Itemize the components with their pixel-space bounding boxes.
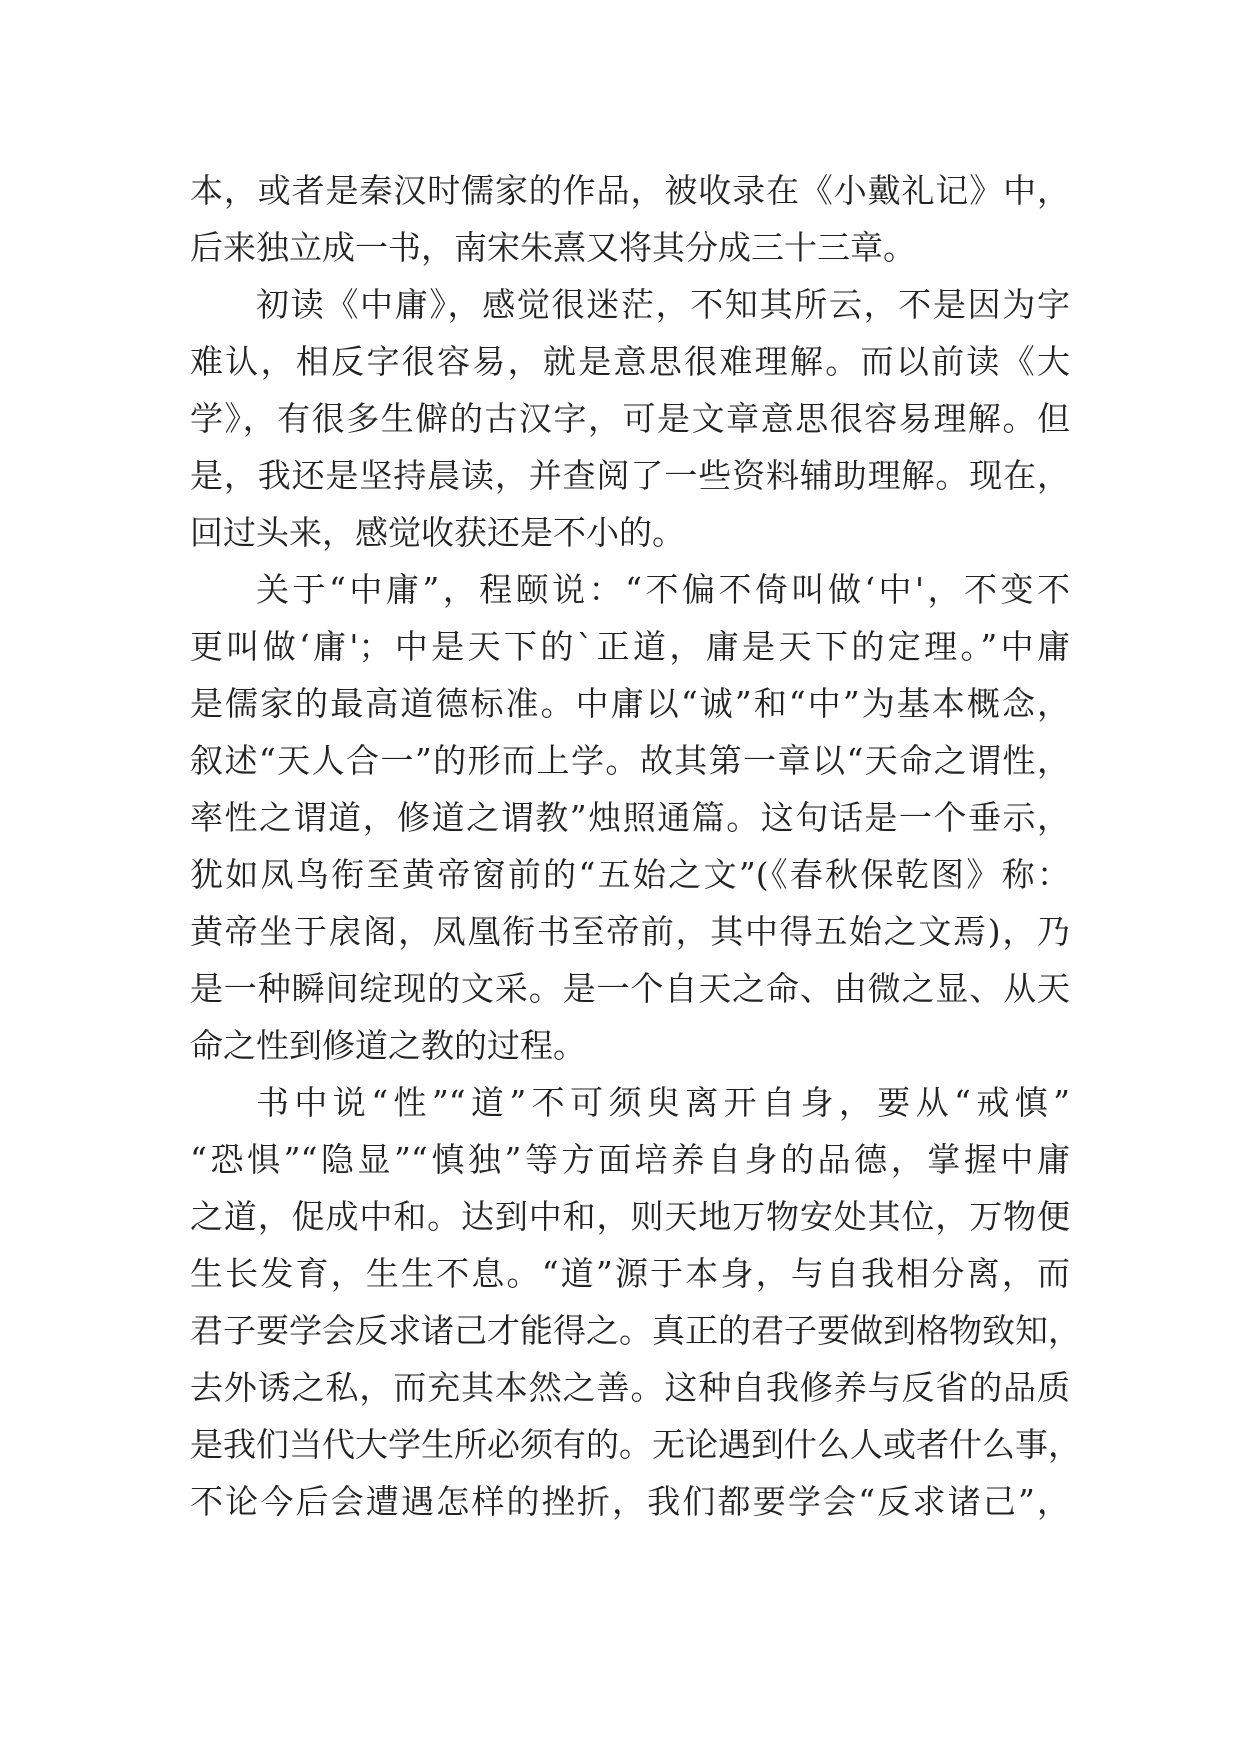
text-line: 学》，有很多生僻的古汉字，可是文章意思很容易理解。但 <box>190 399 1070 438</box>
text-line: 率性之谓道，修道之谓教”烛照通篇。这句话是一个垂示， <box>190 798 1070 837</box>
text-line: 叙述“天人合一”的形而上学。故其第一章以“天命之谓性， <box>190 741 1070 780</box>
text-line: 本，或者是秦汉时儒家的作品，被收录在《小戴礼记》中， <box>190 171 1070 210</box>
text-line: 之道，促成中和。达到中和，则天地万物安处其位，万物便 <box>190 1197 1070 1236</box>
text-line: 君子要学会反求诸己才能得之。真正的君子要做到格物致知， <box>190 1311 1081 1350</box>
text-line: 是我们当代大学生所必须有的。无论遇到什么人或者什么事， <box>190 1425 1081 1464</box>
text-line: 更叫做‘庸'；中是天下的`正道，庸是天下的定理。”中庸 <box>190 627 1070 666</box>
text-line: 是，我还是坚持晨读，并查阅了一些资料辅助理解。现在， <box>190 456 1070 495</box>
text-line: “恐惧”“隐显”“慎独”等方面培养自身的品德，掌握中庸 <box>190 1140 1070 1179</box>
text-line: 犹如凤鸟衔至黄帝窗前的“五始之文”(《春秋保乾图》称： <box>190 855 1070 894</box>
text-line: 后来独立成一书，南宋朱熹又将其分成三十三章。 <box>190 228 916 267</box>
text-line: 是一种瞬间绽现的文采。是一个自天之命、由微之显、从天 <box>190 969 1070 1008</box>
text-line: 难认，相反字很容易，就是意思很难理解。而以前读《大 <box>190 342 1070 381</box>
paragraph-first-line: 关于“中庸”，程颐说：“不偏不倚叫做‘中'，不变不 <box>256 570 1070 609</box>
text-line: 不论今后会遭遇怎样的挫折，我们都要学会“反求诸己”， <box>190 1482 1070 1521</box>
text-line: 命之性到修道之教的过程。 <box>190 1026 586 1065</box>
text-line: 是儒家的最高道德标准。中庸以“诚”和“中”为基本概念， <box>190 684 1070 723</box>
body-text <box>190 162 1081 1530</box>
text-line: 黄帝坐于扆阁，凤凰衔书至帝前，其中得五始之文焉)，乃 <box>190 912 1070 951</box>
text-line: 回过头来，感觉收获还是不小的。 <box>190 513 685 552</box>
text-line: 生长发育，生生不息。“道”源于本身，与自我相分离，而 <box>190 1254 1070 1293</box>
paragraph-first-line: 书中说“性”“道”不可须臾离开自身，要从“戒慎” <box>256 1083 1070 1122</box>
text-line: 去外诱之私，而充其本然之善。这种自我修养与反省的品质 <box>190 1368 1070 1407</box>
paragraph-first-line: 初读《中庸》，感觉很迷茫，不知其所云，不是因为字 <box>256 285 1070 324</box>
